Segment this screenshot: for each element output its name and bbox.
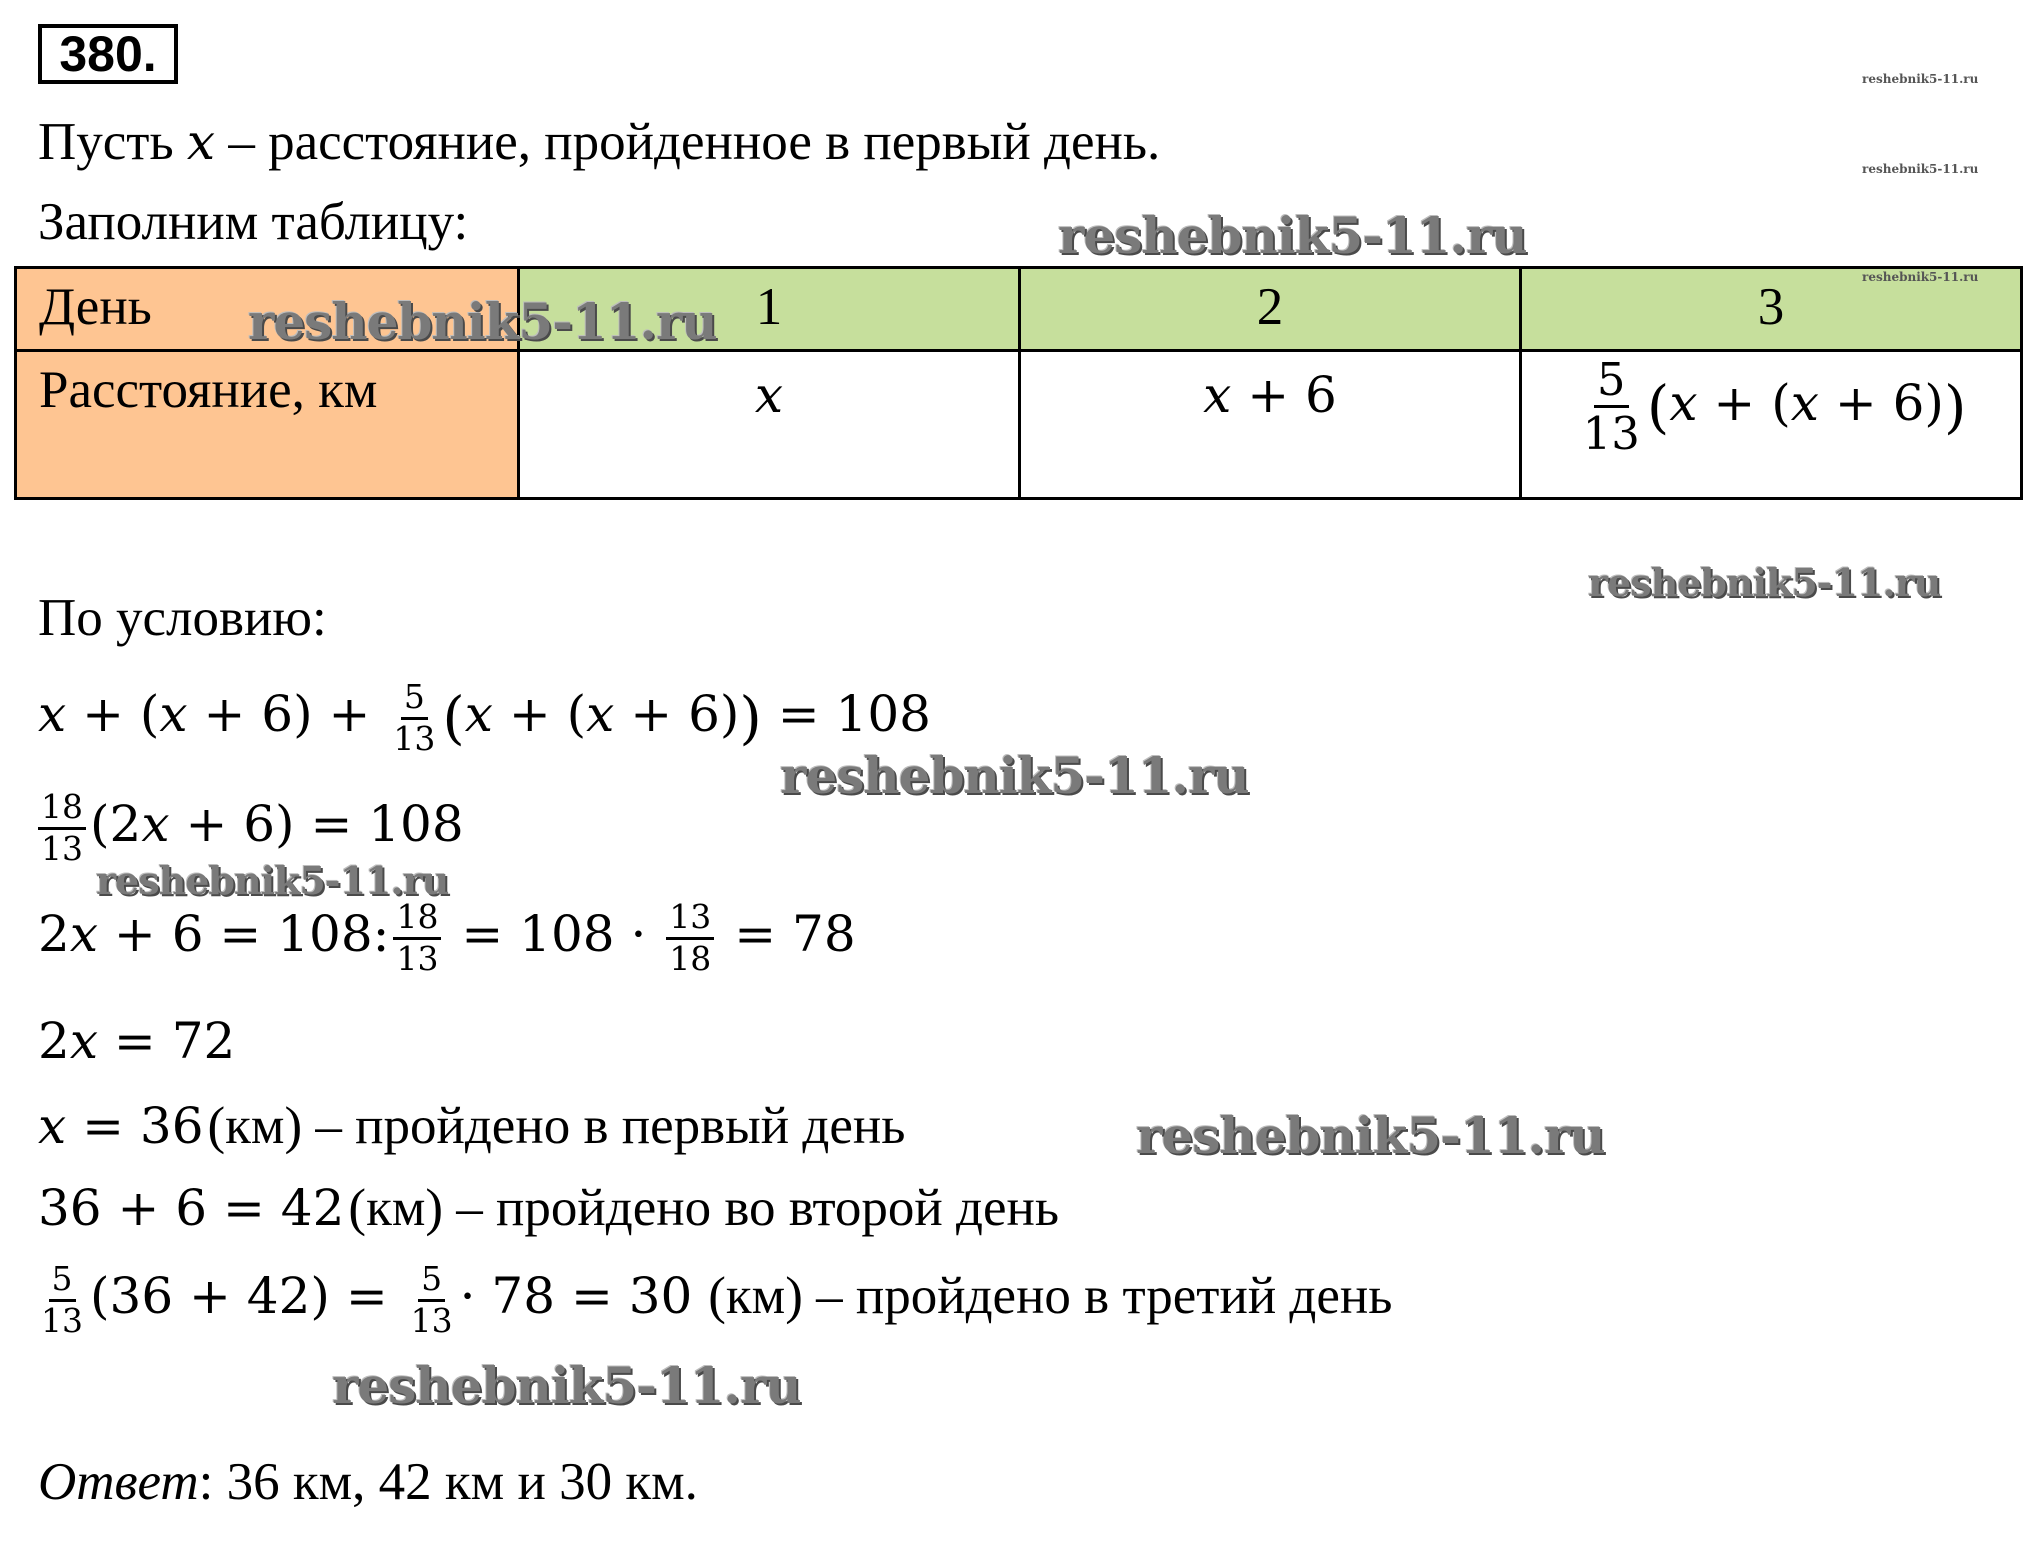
condition-label: По условию: <box>38 589 327 647</box>
distance-cell-1 <box>519 351 1020 499</box>
equation-6: 36 + 6 = 42 (км) – пройдено во второй день <box>38 1179 1060 1237</box>
answer-line <box>38 1453 698 1511</box>
problem-number: 380. <box>38 24 178 84</box>
answer-label: Ответ <box>38 1453 199 1511</box>
watermark: reshebnik5-11.ru <box>780 746 1249 805</box>
distance-cell-2 <box>1020 351 1521 499</box>
equation-3-fraction-2: $\frac{13}{18}$ <box>666 900 714 976</box>
fill-table-caption: Заполним таблицу: <box>38 193 469 251</box>
let-suffix: – расстояние, пройденное в первый день. <box>228 113 1161 171</box>
watermark: reshebnik5-11.ru <box>332 1356 801 1415</box>
table-row-distance <box>16 351 2022 499</box>
watermark: reshebnik5-11.ru <box>248 292 717 351</box>
watermark: reshebnik5-11.ru <box>1136 1106 1605 1165</box>
distance-cell-3: $\frac{5}{13}$ (x + (x + 6)) <box>1521 351 2022 499</box>
watermark: reshebnik5-11.ru <box>1588 560 1941 605</box>
equation-7-fraction-2: $\frac{5}{13}$ <box>410 1259 453 1340</box>
let-prefix: Пусть <box>38 113 174 171</box>
equation-1: x + (x + 6) + $\frac{5}{13}$ (x + (x + 6)) = 108 <box>38 677 931 758</box>
equation-3: 2x + 6 = 108: $\frac{18}{13}$ = 108 · $\frac{13}{18}$ = 78 <box>38 897 856 978</box>
watermark-small: reshebnik5-11.ru <box>1862 72 1979 86</box>
day-cell-2 <box>1020 268 1521 351</box>
header-distance-label: Расстояние, км <box>39 361 378 419</box>
equation-5: x = 36 (км) – пройдено в первый день <box>38 1097 906 1155</box>
distance-3-fraction: $\frac{5}{13}$ <box>1582 353 1640 461</box>
watermark: reshebnik5-11.ru <box>1058 206 1527 265</box>
watermark-small: reshebnik5-11.ru <box>1862 162 1979 176</box>
header-day-label: День <box>39 278 152 336</box>
equation-2: $\frac{18}{13}$ (2x + 6) = 108 <box>38 790 464 866</box>
equation-1-fraction: $\frac{5}{13}$ <box>393 677 436 758</box>
equation-7: $\frac{5}{13}$ (36 + 42) = $\frac{5}{13}$ · 78 = 30 (км) – пройдено в третий день <box>38 1262 1392 1338</box>
distance-2-var: x <box>1203 366 1232 424</box>
equation-7-fraction-1: $\frac{5}{13}$ <box>41 1259 83 1340</box>
equation-4: 2x = 72 <box>38 1012 236 1070</box>
watermark: reshebnik5-11.ru <box>96 858 449 903</box>
day-2: 2 <box>1256 278 1284 336</box>
day-1: 1 <box>755 278 783 336</box>
intro-let-line <box>38 113 1161 171</box>
answer-text: : 36 км, 42 км и 30 км. <box>198 1453 698 1511</box>
equation-3-fraction-1: $\frac{18}{13}$ <box>393 900 441 976</box>
day-3: 3 <box>1757 278 1785 336</box>
variable-x: x <box>186 113 216 171</box>
equation-2-fraction: $\frac{18}{13}$ <box>38 790 86 866</box>
watermark-small: reshebnik5-11.ru <box>1862 270 1979 284</box>
header-cell-distance <box>16 351 519 499</box>
distance-2-rest: + 6 <box>1247 366 1337 424</box>
distance-1-var: x <box>754 366 784 424</box>
